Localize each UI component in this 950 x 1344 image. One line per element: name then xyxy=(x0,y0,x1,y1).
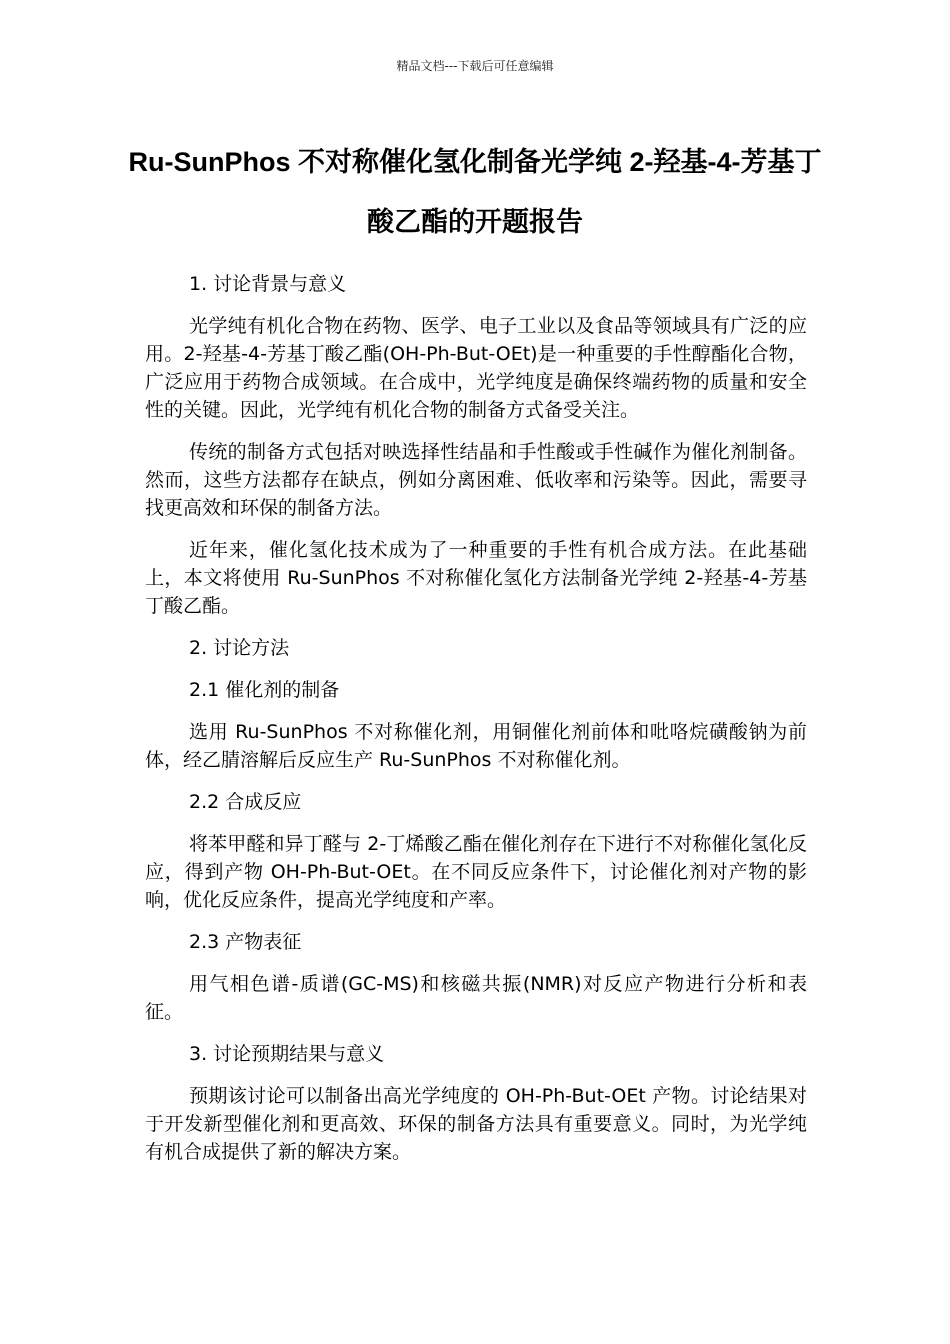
subsection-heading-synthesis: 2.2 合成反应 xyxy=(189,791,302,813)
section-heading-methods: 2. 讨论方法 xyxy=(189,637,290,659)
paragraph-catalyst: 选用 Ru-SunPhos 不对称催化剂，用铜催化剂前体和吡咯烷磺酸钠为前体，经乙腈溶解后反应生产 Ru-SunPhos 不对称催化剂。 xyxy=(145,721,807,771)
document-title: Ru-SunPhos 不对称催化氢化制备光学纯 2-羟基-4-芳基丁酸乙酯的开题报告 xyxy=(128,147,822,237)
section-heading-background: 1. 讨论背景与意义 xyxy=(189,273,347,295)
document-body xyxy=(145,270,807,1180)
paragraph-expected-results: 预期该讨论可以制备出高光学纯度的 OH-Ph-But-OEt 产物。讨论结果对于开发新型催化剂和更高效、环保的制备方法具有重要意义。同时，为光学纯有机合成提供了新的解决方案。 xyxy=(145,1085,807,1163)
paragraph-synthesis: 将苯甲醛和异丁醛与 2-丁烯酸乙酯在催化剂存在下进行不对称催化氢化反应，得到产物 OH-Ph-But-OEt。在不同反应条件下，讨论催化剂对产物的影响，优化反应条件，提高光学纯度和产率。 xyxy=(145,833,807,911)
paragraph-characterization: 用气相色谱-质谱(GC-MS)和核磁共振(NMR)对反应产物进行分析和表征。 xyxy=(145,973,807,1023)
subsection-heading-catalyst: 2.1 催化剂的制备 xyxy=(189,679,340,701)
section-heading-expected-results: 3. 讨论预期结果与意义 xyxy=(189,1043,385,1065)
paragraph-background-2: 传统的制备方式包括对映选择性结晶和手性酸或手性碱作为催化剂制备。然而，这些方法都存在缺点，例如分离困难、低收率和污染等。因此，需要寻找更高效和环保的制备方法。 xyxy=(145,441,807,519)
page-header-note: 精品文档---下载后可任意编辑 xyxy=(396,59,554,73)
subsection-heading-characterization: 2.3 产物表征 xyxy=(189,931,302,953)
paragraph-background-3: 近年来，催化氢化技术成为了一种重要的手性有机合成方法。在此基础上，本文将使用 Ru-SunPhos 不对称催化氢化方法制备光学纯 2-羟基-4-芳基丁酸乙酯。 xyxy=(145,539,807,617)
paragraph-background-1: 光学纯有机化合物在药物、医学、电子工业以及食品等领域具有广泛的应用。2-羟基-4-芳基丁酸乙酯(OH-Ph-But-OEt)是一种重要的手性醇酯化合物，广泛应用于药物合成领域。在合成中，光学纯度是确保终端药物的质量和安全性的关键。因此，光学纯有机化合物的制备方式备受关注。 xyxy=(145,315,807,421)
